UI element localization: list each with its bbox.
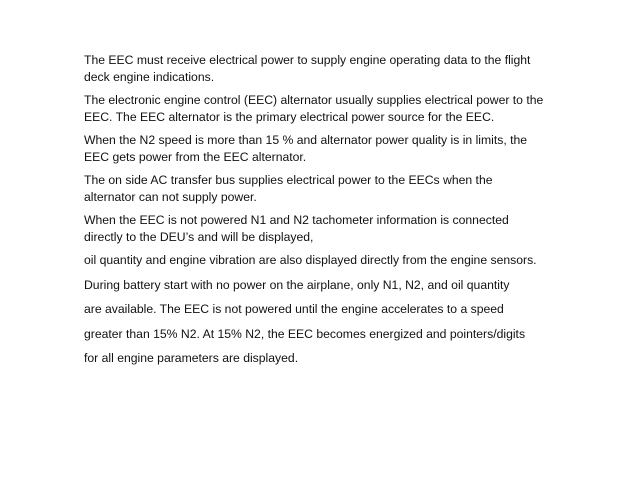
- paragraph-power-requirement: The EEC must receive electrical power to supply engine operating data to the flight deck engine indications.: [84, 53, 531, 84]
- paragraph-n2-speed: When the N2 speed is more than 15 % and alternator power quality is in limits, the EEC gets power from the EEC alternator.: [84, 133, 528, 164]
- paragraph-battery-start-4: for all engine parameters are displayed.: [84, 351, 299, 365]
- paragraph-alternator-primary: The electronic engine control (EEC) alternator usually supplies electrical power to the EEC. The EEC alternator is the primary electrical power source for the EEC.: [84, 93, 544, 124]
- paragraph-oil-vibration: oil quantity and engine vibration are also displayed directly from the engine sensors.: [84, 253, 537, 267]
- paragraph-battery-start-3: greater than 15% N2. At 15% N2, the EEC becomes energized and pointers/digits: [84, 326, 526, 341]
- paragraph-ac-transfer-bus: The on side AC transfer bus supplies electrical power to the EECs when the alternator can not supply power.: [84, 173, 493, 204]
- paragraph-battery-start-2: are available. The EEC is not powered until the engine accelerates to a speed: [84, 302, 504, 316]
- paragraph-eec-not-powered: When the EEC is not powered N1 and N2 tachometer information is connected directly to the DEU’s and will be displayed,: [84, 213, 509, 244]
- body-text: [84, 52, 564, 375]
- paragraph-battery-start-1: During battery start with no power on the airplane, only N1, N2, and oil quantity: [84, 277, 510, 292]
